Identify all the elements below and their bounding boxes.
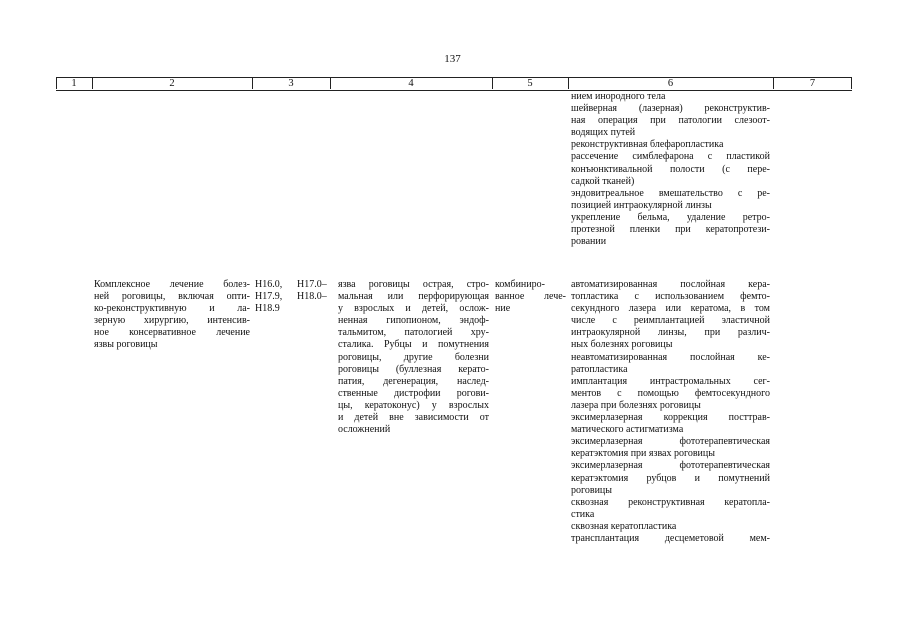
text-line: ко-реконструктивную и ла- xyxy=(94,303,250,315)
column-divider xyxy=(252,77,253,89)
column-divider xyxy=(773,77,774,89)
column-divider xyxy=(330,77,331,89)
treatment-methods xyxy=(571,279,770,545)
text-line: ственные дистрофии рогови- xyxy=(338,387,489,399)
text-line: секундного лазера или кератома, в том xyxy=(571,303,770,315)
column-divider xyxy=(568,77,569,89)
text-line: водящих путей xyxy=(571,127,636,139)
text-line: стика xyxy=(571,508,595,520)
text-line: комбиниро- xyxy=(495,279,545,290)
text-line: роговицы xyxy=(571,484,612,496)
text-line: ней роговицы, включая опти- xyxy=(94,291,250,303)
treatment-type xyxy=(495,279,566,315)
text-line: роговицы, другие болезни xyxy=(338,351,489,363)
column-divider xyxy=(851,77,852,89)
text-line: H18.9 xyxy=(255,303,280,315)
text-line: эксимерлазерная фототерапевтическая xyxy=(571,460,770,472)
text-line: патия, дегенерация, наслед- xyxy=(338,375,489,387)
text-line: и детей вне зависимости от xyxy=(338,412,489,424)
text-line: реконструктивная блефаропластика xyxy=(571,139,724,151)
text-line: интраокулярной линзы, при различ- xyxy=(571,327,770,339)
text-line: цы, кератоконус) у взрослых xyxy=(338,399,489,411)
continued-column-6 xyxy=(571,91,770,248)
text-line: ных болезнях роговицы xyxy=(571,339,673,351)
text-line: осложнений xyxy=(338,424,391,436)
text-line: садкой тканей) xyxy=(571,175,635,187)
page-number: 137 xyxy=(444,53,461,65)
column-divider xyxy=(56,77,57,89)
patient-model xyxy=(338,279,489,436)
text-line: H16.0, xyxy=(255,279,283,290)
icd-codes-range xyxy=(297,279,329,303)
text-line: H17.0– xyxy=(297,279,327,290)
text-line: позицией интраокулярной линзы xyxy=(571,199,712,211)
text-line: ная операция при патологии слезоот- xyxy=(571,115,770,127)
text-line: мальная или перфорирующая xyxy=(338,291,489,303)
text-line: H18.0– xyxy=(297,291,327,303)
text-line: числе с реимплантацией эластичной xyxy=(571,315,770,327)
text-line: топластика с использованием фемто- xyxy=(571,291,770,303)
text-line: тальмитом, патологией хру- xyxy=(338,327,489,339)
text-line: неавтоматизированная послойная ке- xyxy=(571,351,770,363)
text-line: укрепление бельма, удаление ретро- xyxy=(571,211,770,223)
text-line: ванное лече- xyxy=(495,291,566,303)
text-line: ментов с помощью фемтосекундного xyxy=(571,387,770,399)
text-line: матического астигматизма xyxy=(571,424,684,436)
treatment-name xyxy=(94,279,250,352)
text-line: у взрослых и детей, ослож- xyxy=(338,303,489,315)
text-line: Комплексное лечение болез- xyxy=(94,279,250,290)
header-cell-7: 7 xyxy=(809,78,816,89)
text-line: нием инородного тела xyxy=(571,91,666,102)
header-cell-4: 4 xyxy=(408,78,414,89)
header-cell-3: 3 xyxy=(288,78,294,89)
text-line: ровании xyxy=(571,236,607,248)
text-line: ратопластика xyxy=(571,363,628,375)
text-line: язвы роговицы xyxy=(94,339,158,351)
text-line: сталика. Рубцы и помутнения xyxy=(338,339,489,351)
header-cell-5: 5 xyxy=(527,78,533,89)
text-line: лазера при болезнях роговицы xyxy=(571,399,701,411)
text-line: сквозная реконструктивная кератопла- xyxy=(571,496,770,508)
text-line: язва роговицы острая, стро- xyxy=(338,279,489,290)
text-line: зерную хирургию, интенсив- xyxy=(94,315,250,327)
column-divider xyxy=(492,77,493,89)
text-line: роговицы (буллезная керато- xyxy=(338,363,489,375)
text-line: эндовитреальное вмешательство с ре- xyxy=(571,187,770,199)
text-line: ненная гипопионом, эндоф- xyxy=(338,315,489,327)
text-line: конъюнктивальной полости (с пере- xyxy=(571,163,770,175)
text-line: кератэктомия при язвах роговицы xyxy=(571,448,715,460)
header-cell-2: 2 xyxy=(169,78,175,89)
text-line: автоматизированная послойная кера- xyxy=(571,279,770,290)
text-line: имплантация интрастромальных сег- xyxy=(571,375,770,387)
header-cell-6: 6 xyxy=(667,78,674,89)
text-line: трансплантация десцеметовой мем- xyxy=(571,532,770,544)
text-line: эксимерлазерная фототерапевтическая xyxy=(571,436,770,448)
text-line: ное консервативное лечение xyxy=(94,327,250,339)
text-line: эксимерлазерная коррекция посттрав- xyxy=(571,412,770,424)
text-line: ние xyxy=(495,303,511,315)
text-line: рассечение симблефарона с пластикой xyxy=(571,151,770,163)
text-line: H17.9, xyxy=(255,291,283,303)
text-line: сквозная кератопластика xyxy=(571,520,677,532)
text-line: шейверная (лазерная) реконструктив- xyxy=(571,103,770,115)
header-cell-1: 1 xyxy=(71,78,77,89)
column-divider xyxy=(92,77,93,89)
text-line: кератэктомия рубцов и помутнений xyxy=(571,472,770,484)
text-line: протезной пленки при кератопротези- xyxy=(571,224,770,236)
table-header xyxy=(56,77,852,91)
icd-codes xyxy=(255,279,295,315)
